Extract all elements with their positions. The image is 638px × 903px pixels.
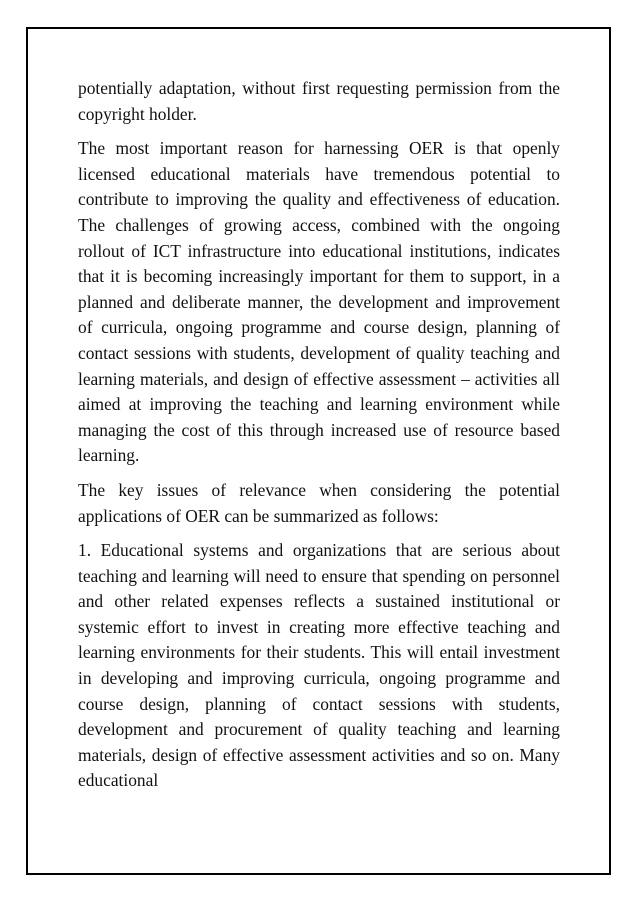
paragraph-permission: potentially adaptation, without first requesting permission from the copyright holder.	[78, 78, 560, 124]
paragraph-item-1: 1. Educational systems and organizations that are serious about teaching and learning will need to ensure that spending on personnel and other related expenses reflects a sustained institutional or systemic effort to invest in creating more effective teaching and learning environments for their students. This will entail investment in developing and improving curricula, ongoing programme and course design, planning of contact sessions with students, development and procurement of quality teaching and learning materials, design of effective assessment activities and so on. Many educational	[78, 540, 560, 791]
document-body	[78, 76, 560, 803]
paragraph-key-issues: The key issues of relevance when considering the potential applications of OER can be summarized as follows:	[78, 479, 560, 526]
paragraph-oer-reason: The most important reason for harnessing OER is that openly licensed educational materials have tremendous potential to contribute to improving the quality and effectiveness of education. The challenges of growing access, combined with the ongoing rollout of ICT infrastructure into educational institutions, indicates that it is becoming increasingly important for them to support, in a planned and deliberate manner, the development and improvement of curricula, ongoing programme and course design, planning of contact sessions with students, development of quality teaching and learning materials, and design of effective assessment – activities all aimed at improving the teaching and learning environment while managing the cost of this through increased use of resource based learning.	[78, 138, 560, 466]
